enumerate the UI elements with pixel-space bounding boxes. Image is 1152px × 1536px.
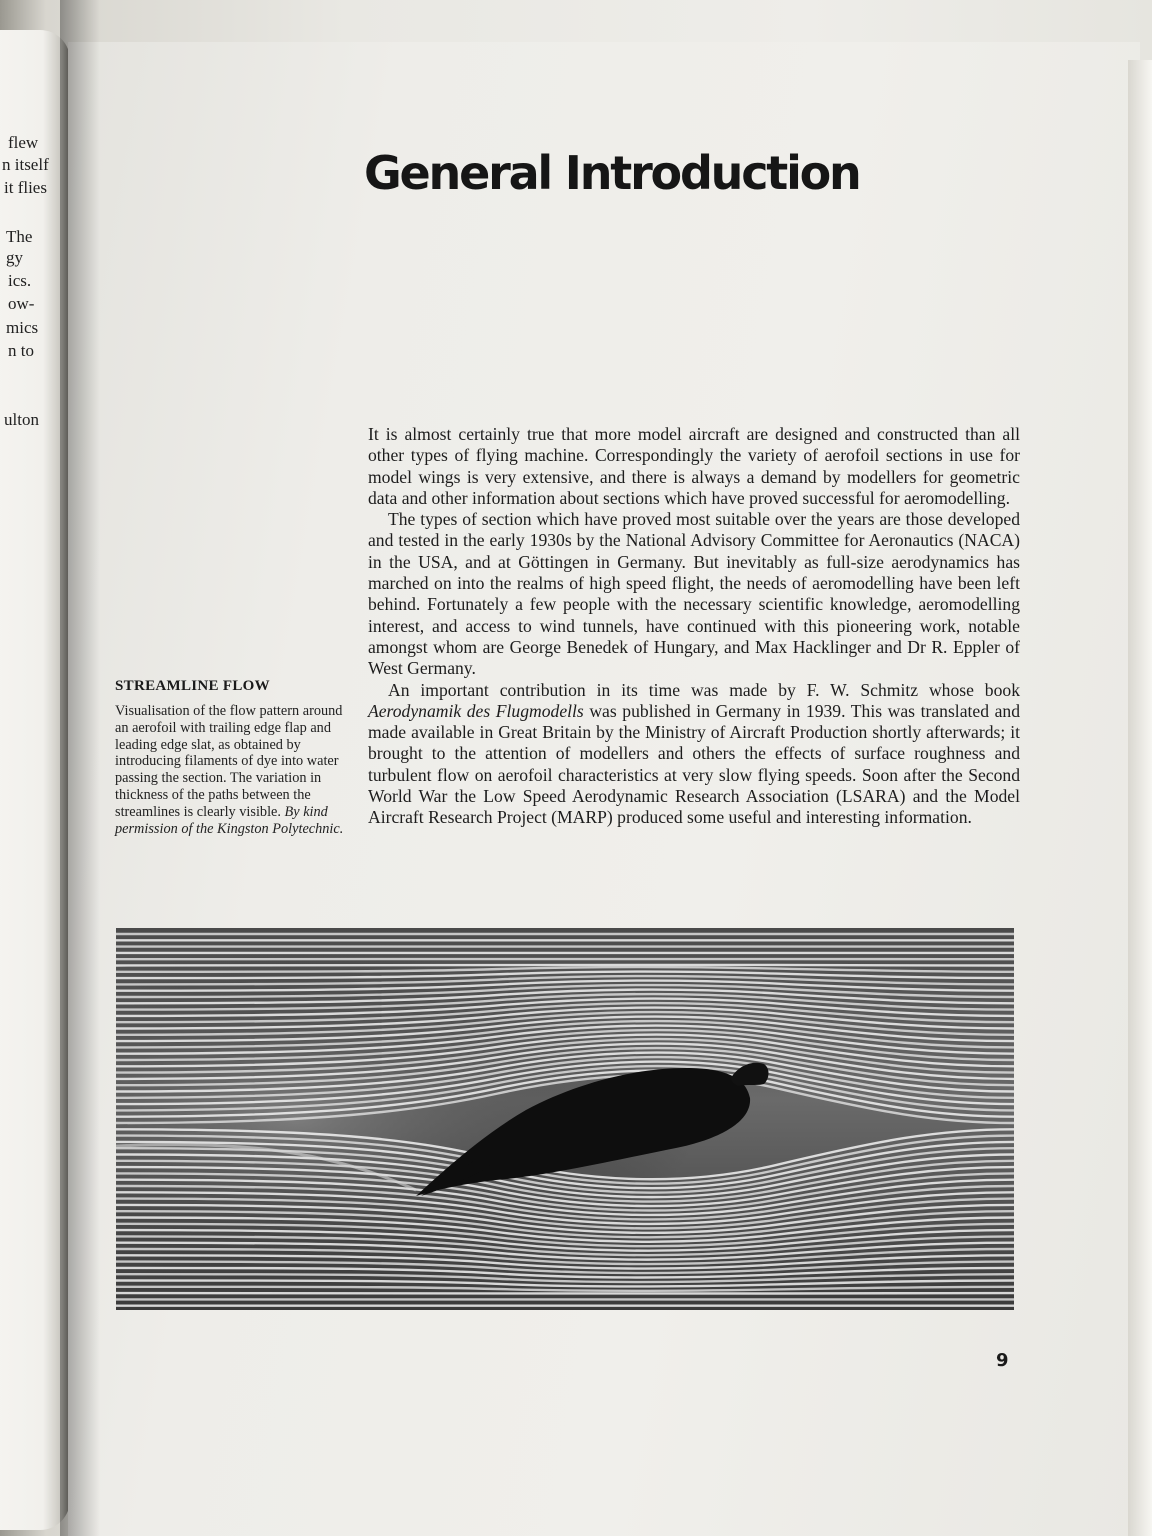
previous-page-fragment: ics.	[8, 271, 32, 290]
previous-page-fragment: flew	[8, 133, 39, 152]
book-title: Aerodynamik des Flugmodells	[368, 700, 584, 721]
streamline-flow-photo	[116, 928, 1014, 1310]
page-edge	[1128, 60, 1152, 1536]
paragraph: The types of section which have proved most suitable over the years are those developed and tested in the early 1930s by the National Advisory Committee for Aeronautics (NACA) in the USA, and at Göttingen in Germany. But inevitably as full-size aerodynamics has marched on into the realms of high speed flight, the needs of aeromodelling have been left behind. Fortunately a few people with the necessary scientific knowledge, aeromodelling interest, and access to wind tunnels, have continued with this pioneering work, notable amongst whom are George Benedek of Hungary, and Max Hacklinger and Dr R. Eppler of West Germany.	[368, 509, 1020, 679]
caption-body: Visualisation of the flow pattern around an aerofoil with trailing edge flap and leading edge slat, as obtained by introducing filaments of dye into water passing the section. The variation in thickness of the paths between the streamlines is clearly visible.	[115, 703, 343, 820]
previous-page-fragment: gy	[6, 248, 23, 267]
gutter-shadow	[60, 0, 100, 1536]
paragraph-text: was published in Germany in 1939. This was translated and made available in Great Britain by the Ministry of Aircraft Production shortly afterwards; it brought to the attention of modellers and others the effects of surface roughness and turbulent flow on aerofoil characteristics at very slow flying speeds. Soon after the Second World War the Low Speed Aerodynamic Research Association (LSARA) and the Model Aircraft Research Project (MARP) produced some useful and interesting information.	[368, 700, 1020, 828]
caption-credit: By kind permission of the Kingston Polytechnic.	[115, 803, 344, 837]
previous-page-fragment: n itself	[2, 155, 49, 174]
caption-title: STREAMLINE FLOW	[115, 678, 270, 694]
figure-caption	[115, 678, 347, 837]
page-number: 9	[996, 1350, 1009, 1371]
previous-page-fragment: mics	[6, 318, 39, 337]
paragraph-text: An important contribution in its time was made by F. W. Schmitz whose book	[388, 679, 1020, 700]
previous-page-fragment: The	[6, 227, 33, 246]
streamline	[116, 965, 1014, 966]
caption-text	[115, 703, 347, 837]
previous-page-fragment: ow-	[8, 294, 35, 313]
streamline	[116, 1293, 1014, 1294]
paragraph	[368, 680, 1020, 829]
previous-page-fragment: it flies	[4, 178, 47, 197]
streamline-flow-image	[116, 928, 1014, 1310]
previous-page-fragment: n to	[8, 341, 34, 360]
page-title: General Introduction	[364, 146, 860, 200]
previous-page-fragment: ulton	[4, 410, 39, 429]
paragraph: It is almost certainly true that more model aircraft are designed and constructed than all other types of flying machine. Correspondingly the variety of aerofoil sections in use for model wings is very extensive, and there is always a demand by modellers for geometric data and other information about sections which have proved successful for aeromodelling.	[368, 424, 1020, 508]
body-text	[368, 424, 1020, 829]
